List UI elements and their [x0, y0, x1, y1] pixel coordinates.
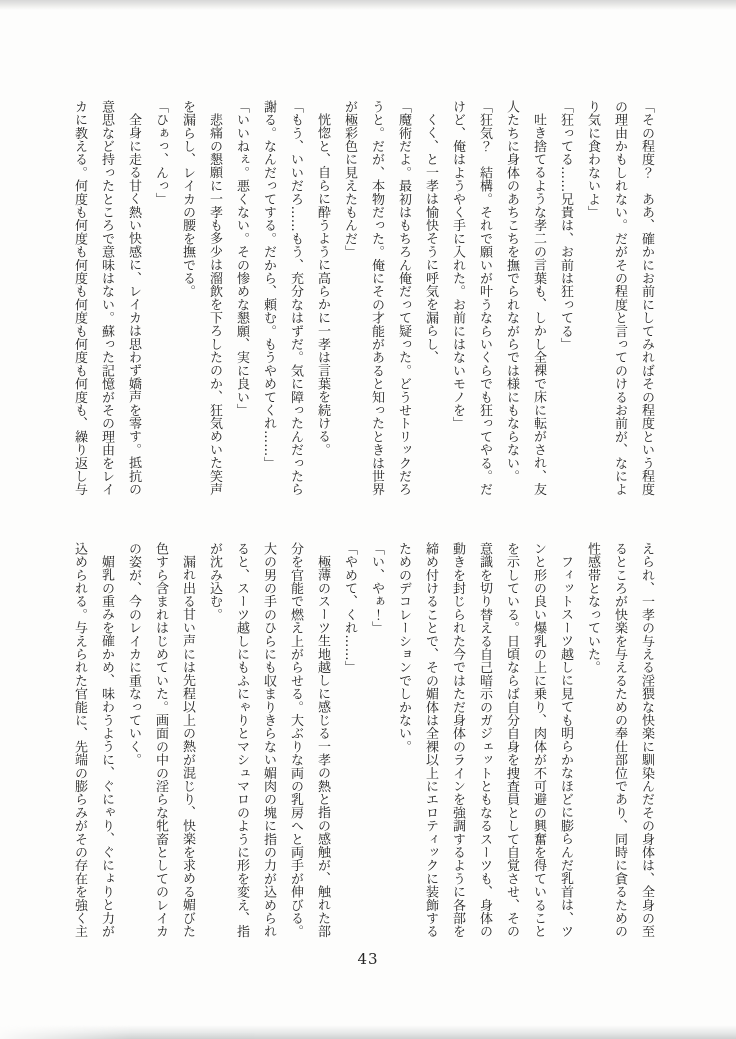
paragraph: 「狂気？ 結構。それで願いが叶うならいくらでも狂ってやる。だけど、俺はようやく手に入れた。お前にはないモノを」 [450, 100, 492, 496]
paragraph: 「その程度？ ああ、確かにお前にしてみればその程度という程度の理由かもしれない。だがその程度と言ってのけるお前が、なにより気に食わないよ」 [585, 100, 654, 496]
paragraph: 全身に走る甘く熱い快感に、レイカは思わず嬌声を零す。抵抗の意思など持ったところで意味はない。蘇った記憶がその理由をレイカに教える。何度も何度も何度も何度も何度も何度も、繰り返し与 [72, 100, 141, 496]
upper-text-block [66, 100, 660, 498]
scan-shadow-bottom [0, 1025, 736, 1039]
lower-text-block [66, 542, 660, 940]
paragraph: 「魔術だよ。最初はもちろん俺だって疑った。どうせトリックだろうと。だが、本物だった。俺にその才能があると知ったときは世界が極彩色に見えたもんだ」 [342, 100, 411, 496]
paragraph: 「やめて、くれ……」 [342, 542, 357, 674]
paragraph: 「い、やぁ！」 [369, 542, 384, 635]
paragraph: 「ひぁっ、んっ」 [153, 100, 168, 206]
paragraph: 恍惚と、自らに酔うように高らかに一孝は言葉を続ける。 [315, 113, 330, 457]
paragraph: えられ、一孝の与える淫猥な快楽に馴染んだその身体は、全身の至るところが快楽を与えるための奉仕部位であり、同時に貪るための性感帯となっていた。 [585, 542, 654, 938]
paragraph: 「狂ってる……兄貴は、お前は狂ってる」 [558, 100, 573, 351]
paragraph: 「もう、いいだろ……もう、充分なはずだ。気に障ったんだったら謝る。なんだってする。だから、頼む。もうやめてくれ……」 [261, 100, 303, 496]
paragraph: 「いいねぇ。悪くない。その惨めな懇願、実に良い」 [234, 100, 249, 417]
scan-shadow-top [0, 0, 736, 10]
page-number: 43 [357, 950, 379, 968]
paragraph: フィットスーツ越しに見ても明らかなほどに膨らんだ乳首は、ツンと形の良い爆乳の上に乗り、肉体が不可避の興奮を得ていることを示している。日頃ならば自分自身を捜査員として自覚させ、その意識を切り替える自己暗示のガジェットともなるスーツも、身体の動きを封じられた今ではただ身体のラインを強調するように各部を締め付けることで、その媚体は全裸以上にエロティックに装飾するためのデコレーションでしかない。 [396, 542, 573, 938]
paragraph: 悲痛の懇願に一孝も多少は溜飲を下ろしたのか、狂気めいた笑声を漏らし、レイカの腰を撫でる。 [180, 100, 222, 496]
paragraph: くく、と一孝は愉快そうに呼気を漏らし、 [423, 113, 438, 364]
paragraph: 極薄のスーツ生地越しに感じる一孝の熱と指の感触が、触れた部分を官能で燃え上がらせる。大ぶりな両の乳房へと両手が伸びる。大の男の手のひらにも収まりきらない媚肉の塊に指の力が込められると、スーツ越しにもふにゃりとマシュマロのように形を変え、指が沈み込む。 [207, 542, 330, 938]
paragraph: 媚乳の重みを確かめ、味わうように、ぐにゃり、ぐにょりと力が込められる。与えられた官能に、先端の膨らみがその存在を強く主 [72, 542, 114, 938]
paragraph: 吐き捨てるような孝二の言葉も、しかし全裸で床に転がされ、友人たちに身体のあちこちを撫でられながらでは様にもならない。 [504, 100, 546, 496]
paragraph: 漏れ出る甘い声には先程以上の熱が混じり、快楽を求める媚びた色すら含まれはじめていた。画面の中の淫らな牝畜としてのレイカの姿が、今のレイカに重なっていく。 [126, 542, 195, 938]
